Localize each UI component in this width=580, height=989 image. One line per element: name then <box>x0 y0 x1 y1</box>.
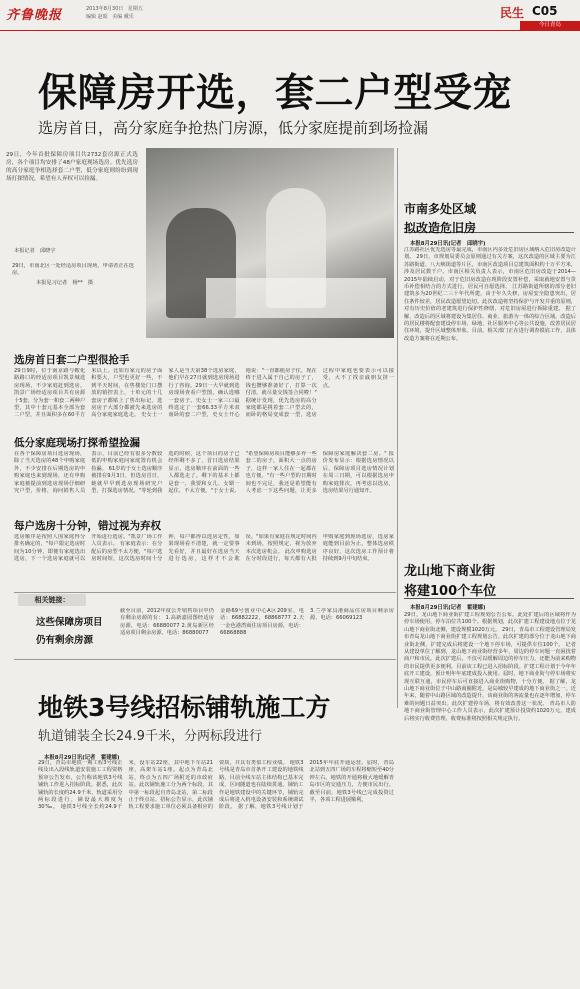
lead-deck: 选房首日，高分家庭争抢热门房源，低分家庭提前到场捡漏 <box>38 119 429 137</box>
newspaper-logo: 齐鲁晚报 <box>6 8 63 23</box>
related-title-line1: 这些保障房项目 <box>36 617 103 628</box>
lead-headline: 保障房开选，套二户型受宠 <box>38 71 513 116</box>
section1-text: 29日9时，位于南京路与鞍化路路口的经适房项目凯景城选房现场，不少家庭赶到选房。凯景广场经适房项目共有房源十5套，分为套一和套二两种户型，其中十套元基本全部为套二户型，并且面积多在60平方米以上。比如有家元的房子面积要大，户型也更好一些，不到半天时间，在售楼处门口摆放的销控表上，十单元的十几套房子都贴上了售出标记。选房房子大部分都被先来选房的高分家庭家庭选走。 史女士一家人是当天第38个选房家庭，他们早在27日就到选房现场进行了咨询。29日一大早就到选房现场查看户型图，确认选哪一套房子。史女士一家三口最终选定了一套66.33平方米双南卧的套二户型，史女士开心地说："一直都租房子住，现在终于进入属于自己的房子了，钱也攒够准备好了，打算一次付清，就尽量交钱签合同啦！" 据统计发现，优先选房的高分家庭都是挑着套二户型去的，而卧的格局变成套一型，选房过程中家庭也要表示可以接受，大不了找亲戚朋友挤一点。 <box>14 368 394 419</box>
metro-deck: 轨道铺装全长24.9千米，分两标段进行 <box>38 729 262 744</box>
right-story2-title-line2: 将建100个车位 <box>404 584 497 599</box>
section-name: 民生 <box>500 6 525 20</box>
masthead <box>0 0 580 30</box>
right-story1-byline: 本报8月29日讯(记者 邱晓宇) <box>410 241 486 247</box>
section2-text: 在各个保障房项目选房现场，除了当天选房的48个申购家庭外，不少安排在后期选房的申购家庭也来到现场，还有申购家庭被提前到选房现场仔细研究户型，价格，询问销售人员表示，目前已经有很多分数较低的申购家庭问家庭置有机会捡漏。 61岁的于女士选房顺序被排在9月3日，但选房首日，她就早早到选房现场研究户型，打探选房情况。"等轮到我选的时候，这个项目的房子已经所剩不多了，首日选房结果显示，选房顺序在前面的一些人都选走了。剩下的基本上都是套一，我要和女儿、女婿一起住，不太方便。"于女士说。 "希望保障房项目能够多弃一些套二的房子，面积大一点的房子，这样一家人住在一起都在也方便。"有一些户型的日期时间也不完足，我还是希望能有人考虑一下这些问题，让更多保障房家庭解决套二房。" 报价发布显示：根据选房情况以后，保障房项目选房情况计划在周三日期，可以根据选房申购家庭排次，再考虑以选房，选房结果另行通知开。 <box>14 451 394 495</box>
right-story1-text: 江苏路社区优先选房等最完成，市南区内多处危旧房区域纳入危旧房改造计划。 29日，市规划局委员会原则通过有关方案，这次改造的区域主要为江苏路街道、八大峡街道等片区，市南区改造项目总建筑面积约十万平方米，涉及居民数千户。市南区相关负责人表示，市南区危旧房改造于2014—2015年陆续启动，对于危旧房改造在现阶段安置补偿，采取就地安置与货币补偿相结合的方式进行，居民可自愿选择。 江苏路街道所辖的部分老旧建筑多为20世纪二三十年代所建，由于年久失修，房屋安全隐患突出，居住条件较差，居民改造愿望迫切。此次改造将坚持保护与开发并重的原则，对有历史价值的老建筑进行保护性修缮，对危旧房屋进行拆除重建。 据了解，改造后的区域将建设为集居住、商业、旅游为一体的综合区域，改造后的居民楼将配套建设停车场、绿地、社区服务中心等公共设施，改善居民居住环境，提升区域整体形象。目前，相关部门正在进行调查摸底工作，具体改造方案将在近期公布。 <box>404 247 576 342</box>
right-story1-title-line1: 市南多处区域 <box>404 202 477 216</box>
page-number: C05 <box>532 4 558 18</box>
subsection-bar: 今日青岛 <box>520 21 580 30</box>
photo-caption: 29日，市南北区一处经适房项目现场，申请者正在选房。 <box>12 263 134 277</box>
section3-text: 选房顺序是按照人围家庭得分排名确定的，"每户限定选房时间为10分钟，即便有家庭选出选房，下一个选房家庭就可以开始进行选房。"凯景广场工作人员表示。 有家庭表示：在分配后的房型不太方便，"每户选房时间短，这次选房时间十分钟，每户都得以选房定性，如果现场看不清楚，就一定要事先看好，并且最好在选房当天进行选房，这样才不会耽误。"如果有家庭在规定时间内未到场，按照规定，视为放弃本次选房机会。 此次申购选房在分时段进行，每天都有大批申购家庭到现场选房，选房家庭能到目前为止，整体选房秩序良好，这次选房工作预计将持续到9月中旬结束。 <box>14 534 394 563</box>
lead-intro: 29日，今年首批保障房项目共2732套房源正式选房，各个项目均安排了48户家庭现场选房。优先选房的高分家庭争相选择套二户型，低分家庭则纷纷到现场打探情况，希望有人弃权可以捡漏。 <box>6 152 138 182</box>
section2-title: 低分家庭现场打探希望捡漏 <box>14 437 140 449</box>
photo-credit: 本报见习记者 杨** 摄 <box>36 280 94 286</box>
lead-photo <box>146 148 394 338</box>
metro-text: 29日，青岛市地铁一期工程3号线正线及出入段线轨道安装施工工程资格预审公告发布，公告称该地铁3号线铺轨工作进入招标阶段。据悉，此次铺轨的长度约24.9千米，轨道采用分两标段进行，铺设最大坡度为30‰。 地铁3号线全长约24.9千米，设车站22座，其中地下车站21座，高架车站1座。起点为青岛北站，终点为五四广场附近的市政府站。此次铺轨施工分为两个标段，其中第一标段起自青岛北站，第二标段止于终点站。招标公告显示，此次铺轨工程要求施工单位必须具备相应的资质，并具有类似工程业绩。 地铁3号线是青岛市首条开工建设的地铁线路，目前全线车站主体结构已基本完成，区间隧道也在陆续贯通。铺轨工作是地铁建设中的关键环节，铺轨完成后将进入机电设备安装和系统调试阶段。 据了解，地铁3号线计划于2015年年底开通运营。届时，青岛北站到五四广场的车程将缩短至40分钟左右。地铁的开通将极大地缓解青岛市区的交通压力，方便市民出行。 截至目前，地铁3号线已完成投资过半，各项工程进展顺利。 <box>38 760 394 811</box>
right-story2-text: 29日，龙山地下商业街扩建工程规划公告公布。此处扩建后的区域将作为停车场使用，停车泊位共100个。根据规划，此次扩建工程建设地点位于龙山地下商业街北侧，建设规模1020万元。 29日，青岛市工程建设管理局发布青岛龙山地下商业街扩建工程规划公告。此次扩建的部分位于龙山地下商业街北侧，扩建完成后将建设一个地下停车场，可提供车位100个。 记者从建设单位了解到，龙山地下商业街经营多年，周边的停车问题一直困扰着商户和市民。此次扩建后，不仅可以缓解周边的停车压力，还能为前来购物的市民提供更多便利。目前该工程已进入招标阶段。扩建工程计划于今年年底开工建设，预计明年年底建成投入使用。届时，地下商业街与停车场将实现互联互通，市民停车后可直接进入商业街购物，十分方便。 据了解，龙山地下商业街位于中山路商圈附近，是岛城较早建成的地下商业街之一。近年来，随着中山路区域的改造提升，该商业街的客流量也在逐年增加，停车难的问题日益突出。此次扩建停车场，将有效改善这一状况。 青岛市人防地下商业街管理中心工作人员表示，此次扩建预计投资约1020万元，建成后将实行收费管理，收费标准将按照相关规定执行。 <box>404 612 576 722</box>
related-col2: 金路69号创业中心A区209室，电话：66882222，68868777 2.天一金色港湾商住房项目房源，电话：66868888 <box>220 608 304 637</box>
issue-date: 2013年8月30日 <box>86 6 124 12</box>
metro-byline: 本报8月29日讯(记者 霍建娜) <box>44 755 120 761</box>
related-tag: 相关链接： <box>18 594 86 606</box>
issue-weekday: 星期五 <box>127 6 143 12</box>
related-col3: 3.兰亭家具港商品住房项目剩余房源，电话：66069123 <box>310 608 394 622</box>
metro-headline: 地铁3号线招标铺轨施工方 <box>38 693 331 722</box>
right-story2-byline: 本报8月29日讯(记者 霍建娜) <box>410 605 486 611</box>
related-col1: 截至目前，2012年度公开销售项目中仍有剩余房源的有： 1.高新嘉园图经适房房源，电话：66880077 2.黄岛新区经适房项目剩余房源，电话：86880077 <box>120 608 214 637</box>
section3-title: 每户选房十分钟，错过视为弃权 <box>14 520 161 532</box>
section1-title: 选房首日套二户型很抢手 <box>14 354 130 366</box>
right-story1-title-line2: 拟改造危旧房 <box>404 221 477 235</box>
editor-line: 编辑 赵昭 <box>86 14 108 20</box>
right-story2-title-line1: 龙山地下商业街 <box>404 564 496 579</box>
related-title-line2: 仍有剩余房源 <box>36 635 94 646</box>
lead-byline: 本报记者 邱晓宇 <box>14 248 56 254</box>
designer-line: 美编 戴乐 <box>112 14 134 20</box>
